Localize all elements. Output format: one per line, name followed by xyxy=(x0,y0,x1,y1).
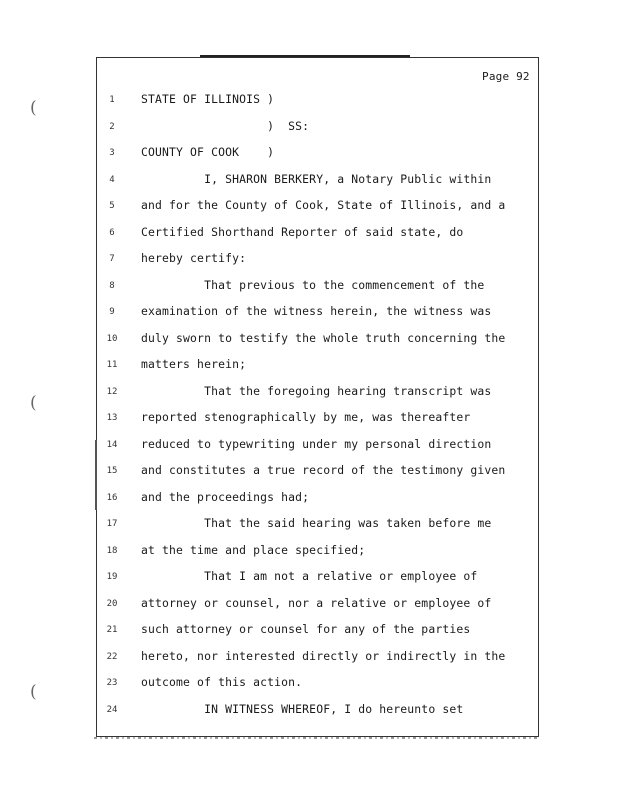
line-text: hereto, nor interested directly or indirectly in the xyxy=(141,648,506,663)
transcript-line xyxy=(0,384,540,404)
line-number: 21 xyxy=(106,625,118,635)
line-number: 17 xyxy=(106,519,118,529)
line-text: at the time and place specified; xyxy=(141,542,366,557)
line-number: 16 xyxy=(106,492,118,503)
line-text: ) SS: xyxy=(141,118,310,133)
transcript-line xyxy=(0,119,540,139)
transcript-line xyxy=(0,516,540,536)
line-text: STATE OF ILLINOIS ) xyxy=(141,92,275,106)
line-text: such attorney or counsel for any of the parties xyxy=(141,622,471,636)
line-text: hereby certify: xyxy=(141,251,247,265)
bottom-scan-noise xyxy=(94,737,540,739)
line-text: outcome of this action. xyxy=(141,675,303,689)
punch-hole-mark: ( xyxy=(30,682,37,702)
punch-hole-mark: ( xyxy=(30,393,37,413)
line-number: 8 xyxy=(109,280,115,291)
transcript-line xyxy=(0,569,540,589)
line-number: 5 xyxy=(109,201,115,211)
line-number: 6 xyxy=(109,227,115,238)
line-number: 18 xyxy=(106,545,118,556)
line-number: 19 xyxy=(106,572,118,582)
line-number: 24 xyxy=(106,704,118,715)
line-number: 13 xyxy=(106,413,118,423)
line-text: I, SHARON BERKERY, a Notary Public within xyxy=(141,171,492,186)
line-number: 15 xyxy=(106,466,118,476)
transcript-line xyxy=(0,490,540,510)
line-number: 4 xyxy=(109,174,115,185)
line-number: 23 xyxy=(106,678,118,688)
transcript-line xyxy=(0,649,540,669)
line-number: 20 xyxy=(106,598,118,609)
transcript-line xyxy=(0,675,540,695)
line-text: duly sworn to testify the whole truth concerning the xyxy=(141,330,506,345)
page-number: Page 92 xyxy=(482,70,530,83)
line-text: and constitutes a true record of the testimony given xyxy=(141,463,506,477)
line-text: That previous to the commencement of the xyxy=(141,277,485,292)
punch-hole-mark: ( xyxy=(30,98,37,118)
transcript-line xyxy=(0,304,540,324)
transcript-line xyxy=(0,198,540,218)
transcript-line xyxy=(0,463,540,483)
line-number: 12 xyxy=(106,386,118,397)
transcript-line xyxy=(0,357,540,377)
transcript-line xyxy=(0,543,540,563)
line-number: 14 xyxy=(106,439,118,450)
line-text: That I am not a relative or employee of xyxy=(141,569,478,583)
line-text: That the said hearing was taken before me xyxy=(141,516,492,530)
line-number: 10 xyxy=(106,333,118,344)
transcript-line xyxy=(0,145,540,165)
line-number: 7 xyxy=(109,254,115,264)
line-number: 9 xyxy=(109,307,115,317)
transcript-line xyxy=(0,331,540,351)
transcript-line xyxy=(0,410,540,430)
transcript-line xyxy=(0,92,540,112)
transcript-line xyxy=(0,225,540,245)
transcript-line xyxy=(0,437,540,457)
transcript-line xyxy=(0,172,540,192)
line-text: COUNTY OF COOK ) xyxy=(141,145,275,159)
line-text: IN WITNESS WHEREOF, I do hereunto set xyxy=(141,701,464,716)
transcript-line xyxy=(0,596,540,616)
transcript-line xyxy=(0,278,540,298)
line-number: 1 xyxy=(109,95,115,105)
transcript-line xyxy=(0,702,540,722)
line-text: matters herein; xyxy=(141,357,247,371)
line-text: Certified Shorthand Reporter of said state, do xyxy=(141,224,464,239)
transcript-line xyxy=(0,251,540,271)
line-text: That the foregoing hearing transcript was xyxy=(141,383,492,398)
line-text: reported stenographically by me, was thereafter xyxy=(141,410,471,424)
line-number: 11 xyxy=(106,360,118,370)
line-text: attorney or counsel, nor a relative or employee of xyxy=(141,595,492,610)
line-number: 22 xyxy=(106,651,118,662)
line-number: 3 xyxy=(109,148,115,158)
line-text: and for the County of Cook, State of Illinois, and a xyxy=(141,198,506,212)
transcript-line xyxy=(0,622,540,642)
line-text: and the proceedings had; xyxy=(141,489,310,504)
line-text: reduced to typewriting under my personal direction xyxy=(141,436,492,451)
line-number: 2 xyxy=(109,121,115,132)
line-text: examination of the witness herein, the witness was xyxy=(141,304,492,318)
